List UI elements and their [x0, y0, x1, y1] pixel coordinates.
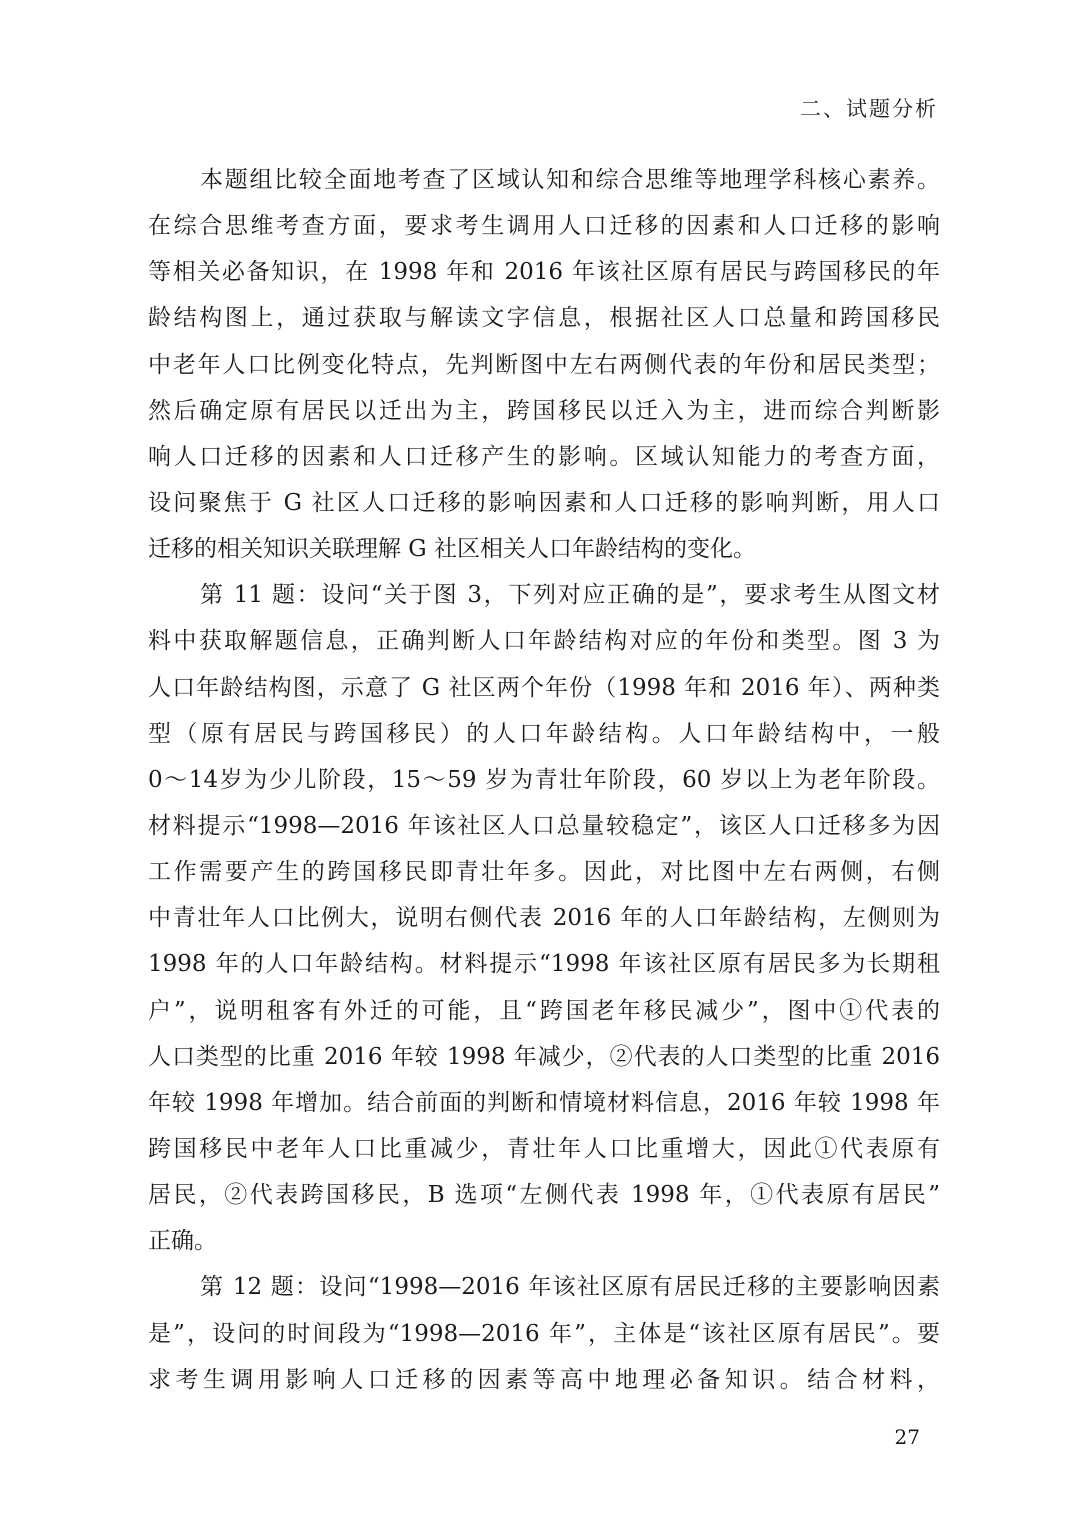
- text-line: 料中获取解题信息，正确判断人口年龄结构对应的年份和类型。图 3 为: [148, 628, 940, 655]
- text-line: 本题组比较全面地考查了区域认知和综合思维等地理学科核心素养。: [200, 167, 940, 193]
- text-line: 是”，设问的时间段为“1998—2016 年”，主体是“该社区原有居民”。要: [148, 1320, 940, 1347]
- text-line: 1998 年的人口年龄结构。材料提示“1998 年该社区原有居民多为长期租: [148, 951, 940, 978]
- running-header: 二、试题分析: [800, 97, 938, 121]
- text-line: 中青壮年人口比例大，说明右侧代表 2016 年的人口年龄结构，左侧则为: [148, 905, 940, 932]
- text-line: 等相关必备知识，在 1998 年和 2016 年该社区原有居民与跨国移民的年: [148, 259, 940, 286]
- text-line: 型（原有居民与跨国移民）的人口年龄结构。人口年龄结构中，一般: [148, 720, 940, 747]
- text-line: 然后确定原有居民以迁出为主，跨国移民以迁入为主，进而综合判断影: [148, 397, 940, 424]
- text-line: 居民，②代表跨国移民，B 选项“左侧代表 1998 年，①代表原有居民”: [148, 1182, 940, 1209]
- text-line: 工作需要产生的跨国移民即青壮年多。因此，对比图中左右两侧，右侧: [148, 859, 940, 886]
- text-line: 第 12 题：设问“1998—2016 年该社区原有居民迁移的主要影响因素: [200, 1274, 940, 1301]
- text-line: 材料提示“1998—2016 年该社区人口总量较稳定”，该区人口迁移多为因: [148, 812, 940, 839]
- text-line: 响人口迁移的因素和人口迁移产生的影响。区域认知能力的考查方面，: [148, 443, 940, 470]
- text-line: 正确。: [148, 1228, 217, 1255]
- text-line: 跨国移民中老年人口比重减少，青壮年人口比重增大，因此①代表原有: [148, 1135, 940, 1162]
- text-line: 龄结构图上，通过获取与解读文字信息，根据社区人口总量和跨国移民: [148, 305, 940, 332]
- text-line: 0～14岁为少儿阶段，15～59 岁为青壮年阶段，60 岁以上为老年阶段。: [148, 766, 940, 793]
- page-number: 27: [894, 1425, 920, 1449]
- text-line: 设问聚焦于 G 社区人口迁移的影响因素和人口迁移的影响判断，用人口: [148, 489, 940, 516]
- text-line: 第 11 题：设问“关于图 3，下列对应正确的是”，要求考生从图文材: [200, 582, 940, 609]
- text-line: 求考生调用影响人口迁移的因素等高中地理必备知识。结合材料，: [148, 1366, 940, 1393]
- body-text: [148, 157, 940, 1403]
- text-line: 年较 1998 年增加。结合前面的判断和情境材料信息，2016 年较 1998 年: [148, 1089, 940, 1116]
- text-line: 中老年人口比例变化特点，先判断图中左右两侧代表的年份和居民类型；: [148, 351, 940, 378]
- text-line: 户”，说明租客有外迁的可能，且“跨国老年移民减少”，图中①代表的: [148, 997, 940, 1024]
- text-line: 在综合思维考查方面，要求考生调用人口迁移的因素和人口迁移的影响: [148, 213, 940, 240]
- text-line: 人口年龄结构图，示意了 G 社区两个年份（1998 年和 2016 年）、两种类: [148, 674, 940, 701]
- text-line: 人口类型的比重 2016 年较 1998 年减少，②代表的人口类型的比重 2016: [148, 1043, 940, 1070]
- text-line: 迁移的相关知识关联理解 G 社区相关人口年龄结构的变化。: [148, 536, 756, 563]
